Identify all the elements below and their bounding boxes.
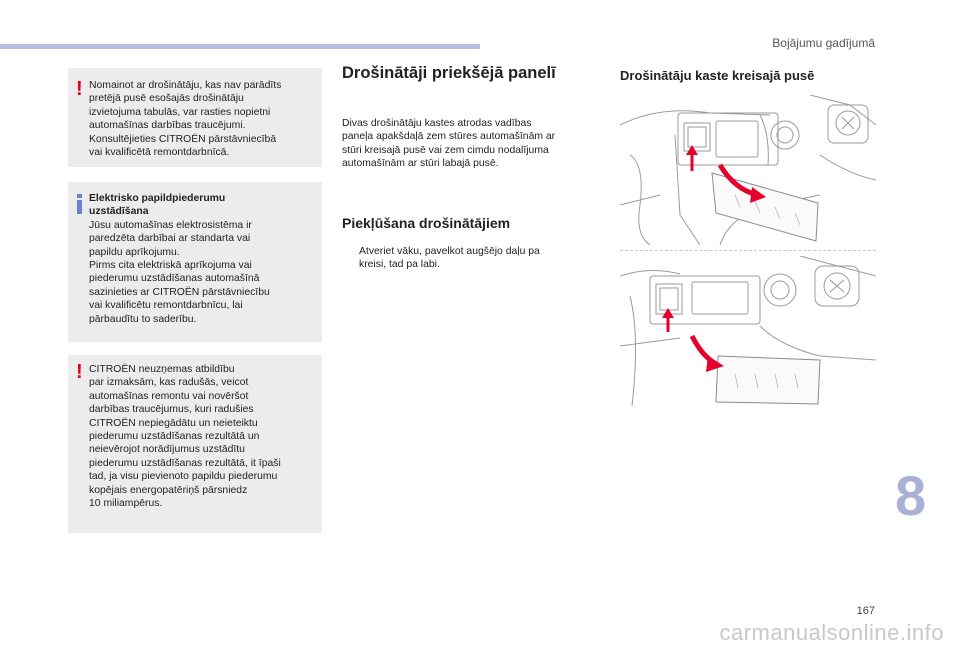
paragraph-line: Divas drošinātāju kastes atrodas vadības <box>342 118 532 129</box>
exclamation-warning-icon: ! <box>76 78 83 100</box>
note-line: Nomainot ar drošinātāju, kas nav parādīts <box>89 80 282 91</box>
info-note-title: Elektrisko papildpiederumu <box>89 193 226 204</box>
note-line: vai kvalificētu remontdarbnīcu, lai <box>89 300 243 312</box>
fusebox-cover-illustration-bottom <box>620 256 876 406</box>
page-number: 167 <box>856 605 875 617</box>
note-line: papildu aprīkojumu. <box>89 246 180 258</box>
note-line: par izmaksām, kas radušās, veicot <box>89 377 249 389</box>
note-line: Jūsu automašīnas elektrosistēma ir <box>89 219 252 231</box>
paragraph-line: automašīnām ar stūri labajā pusē. <box>342 158 499 170</box>
exclamation-warning-icon: ! <box>76 361 83 383</box>
note-line: piederumu uzstādīšanas rezultātā un <box>89 431 260 443</box>
paragraph-line: stūri kreisajā pusē vai zem cimdu nodalījuma <box>342 144 549 156</box>
note-line: automašīnas remontu vai novēršot <box>89 390 249 402</box>
note-line: Pirms cita elektriskā aprīkojuma vai <box>89 260 252 272</box>
note-line: piederumu uzstādīšanas rezultātā, it īpaši <box>89 457 281 469</box>
note-line: CITROËN neuzņemas atbildību <box>89 364 235 375</box>
note-line: pretējā pusē esošajās drošinātāju <box>89 93 244 105</box>
info-note-electrical-accessories <box>68 182 322 342</box>
info-note-text <box>89 192 314 326</box>
step-line: Atveriet vāku, pavelkot augšējo daļu pa <box>359 246 540 257</box>
section-title-dashboard-fuses: Drošinātāji priekšējā panelī <box>342 64 556 82</box>
paragraph-line: paneļa apakšdaļā zem stūres automašīnām ar <box>342 131 556 143</box>
note-line: vai kvalificētā remontdarbnīcā. <box>89 147 230 159</box>
fusebox-cover-illustration-top <box>620 95 876 245</box>
info-icon <box>77 194 82 214</box>
note-line: CITROËN nepiegādātu un neieteiktu <box>89 417 258 429</box>
warning-note-liability <box>68 355 322 533</box>
illustration-divider <box>620 250 876 251</box>
chapter-header-title: Bojājumu gadījumā <box>772 36 875 50</box>
note-line: sazinieties ar CITROËN pārstāvniecību <box>89 286 270 298</box>
warning-note-text <box>89 79 314 159</box>
note-line: kopējais energopatēriņš pārsniedz <box>89 484 248 496</box>
note-line: Konsultējieties CITROËN pārstāvniecībā <box>89 133 277 145</box>
step-line: kreisi, tad pa labi. <box>359 259 440 271</box>
note-line: pārbaudītu to saderību. <box>89 313 197 325</box>
note-line: piederumu uzstādīšanas automašīnā <box>89 273 260 285</box>
section-title-left-fusebox: Drošinātāju kaste kreisajā pusē <box>620 68 815 83</box>
note-line: neievērojot norādījumus uzstādītu <box>89 444 245 456</box>
note-line: paredzēta darbībai ar standarta vai <box>89 233 251 245</box>
info-note-title: uzstādīšana <box>89 206 149 218</box>
step-text <box>359 245 589 272</box>
section-paragraph <box>342 117 597 171</box>
warning-note-fuse-replacement <box>68 68 322 167</box>
section-title-access-fuses: Piekļūšana drošinātājiem <box>342 215 511 231</box>
warning-note-text <box>89 363 314 510</box>
note-line: 10 miliampērus. <box>89 498 163 510</box>
chapter-number: 8 <box>895 464 927 527</box>
note-line: tad, ja visu pievienoto papildu piederumu <box>89 471 278 483</box>
header-accent-bar <box>0 44 480 49</box>
note-line: izvietojuma tabulās, var rasties nopietni <box>89 106 271 118</box>
note-line: darbības traucējumus, kuri radušies <box>89 404 254 416</box>
watermark: carmanualsonline.info <box>719 620 944 645</box>
note-line: automašīnas darbības traucējumi. <box>89 120 246 132</box>
